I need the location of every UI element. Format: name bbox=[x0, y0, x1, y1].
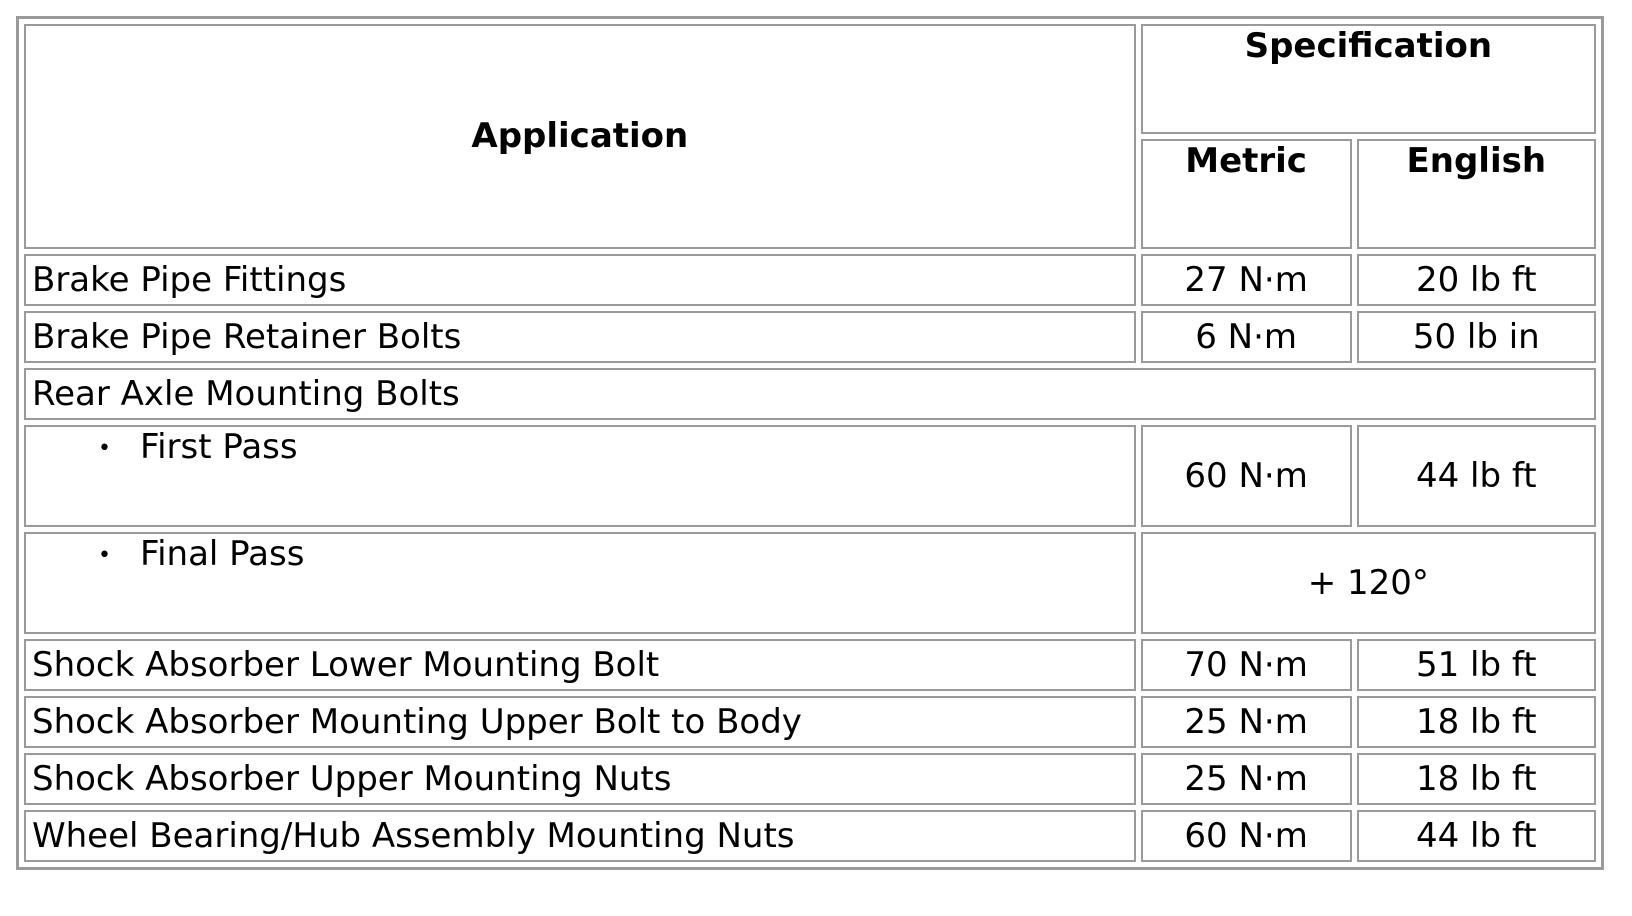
torque-spec-table bbox=[16, 16, 1604, 870]
row-metric: 60 N·m bbox=[1141, 425, 1352, 527]
bullet-icon: • bbox=[98, 436, 111, 461]
row-combined-value: + 120° bbox=[1141, 532, 1596, 634]
row-metric: 25 N·m bbox=[1141, 696, 1352, 748]
sub-item bbox=[32, 427, 1128, 471]
bullet-icon: • bbox=[98, 543, 111, 568]
row-application: Shock Absorber Lower Mounting Bolt bbox=[24, 639, 1136, 691]
row-english: 44 lb ft bbox=[1357, 425, 1596, 527]
group-application: Rear Axle Mounting Bolts bbox=[24, 368, 1596, 420]
sub-item-label: Final Pass bbox=[140, 534, 305, 574]
row-english: 18 lb ft bbox=[1357, 753, 1596, 805]
table-row bbox=[24, 810, 1596, 862]
row-application bbox=[24, 425, 1136, 527]
row-english: 50 lb in bbox=[1357, 311, 1596, 363]
row-application: Wheel Bearing/Hub Assembly Mounting Nuts bbox=[24, 810, 1136, 862]
row-application: Brake Pipe Retainer Bolts bbox=[24, 311, 1136, 363]
header-metric: Metric bbox=[1141, 139, 1352, 249]
row-english: 44 lb ft bbox=[1357, 810, 1596, 862]
row-application: Shock Absorber Mounting Upper Bolt to Body bbox=[24, 696, 1136, 748]
table-row bbox=[24, 532, 1596, 634]
table-row bbox=[24, 696, 1596, 748]
header-application: Application bbox=[24, 24, 1136, 249]
row-application: Brake Pipe Fittings bbox=[24, 254, 1136, 306]
row-english: 51 lb ft bbox=[1357, 639, 1596, 691]
row-metric: 27 N·m bbox=[1141, 254, 1352, 306]
row-english: 20 lb ft bbox=[1357, 254, 1596, 306]
header-english: English bbox=[1357, 139, 1596, 249]
table-row bbox=[24, 753, 1596, 805]
sub-item-label: First Pass bbox=[140, 427, 298, 467]
table-row bbox=[24, 639, 1596, 691]
table-group-row bbox=[24, 368, 1596, 420]
header-specification: Specification bbox=[1141, 24, 1596, 134]
sub-item bbox=[32, 534, 1128, 578]
row-metric: 25 N·m bbox=[1141, 753, 1352, 805]
table-row bbox=[24, 254, 1596, 306]
table-row bbox=[24, 311, 1596, 363]
table-row bbox=[24, 425, 1596, 527]
row-application bbox=[24, 532, 1136, 634]
row-metric: 60 N·m bbox=[1141, 810, 1352, 862]
row-metric: 70 N·m bbox=[1141, 639, 1352, 691]
row-application: Shock Absorber Upper Mounting Nuts bbox=[24, 753, 1136, 805]
row-english: 18 lb ft bbox=[1357, 696, 1596, 748]
row-metric: 6 N·m bbox=[1141, 311, 1352, 363]
